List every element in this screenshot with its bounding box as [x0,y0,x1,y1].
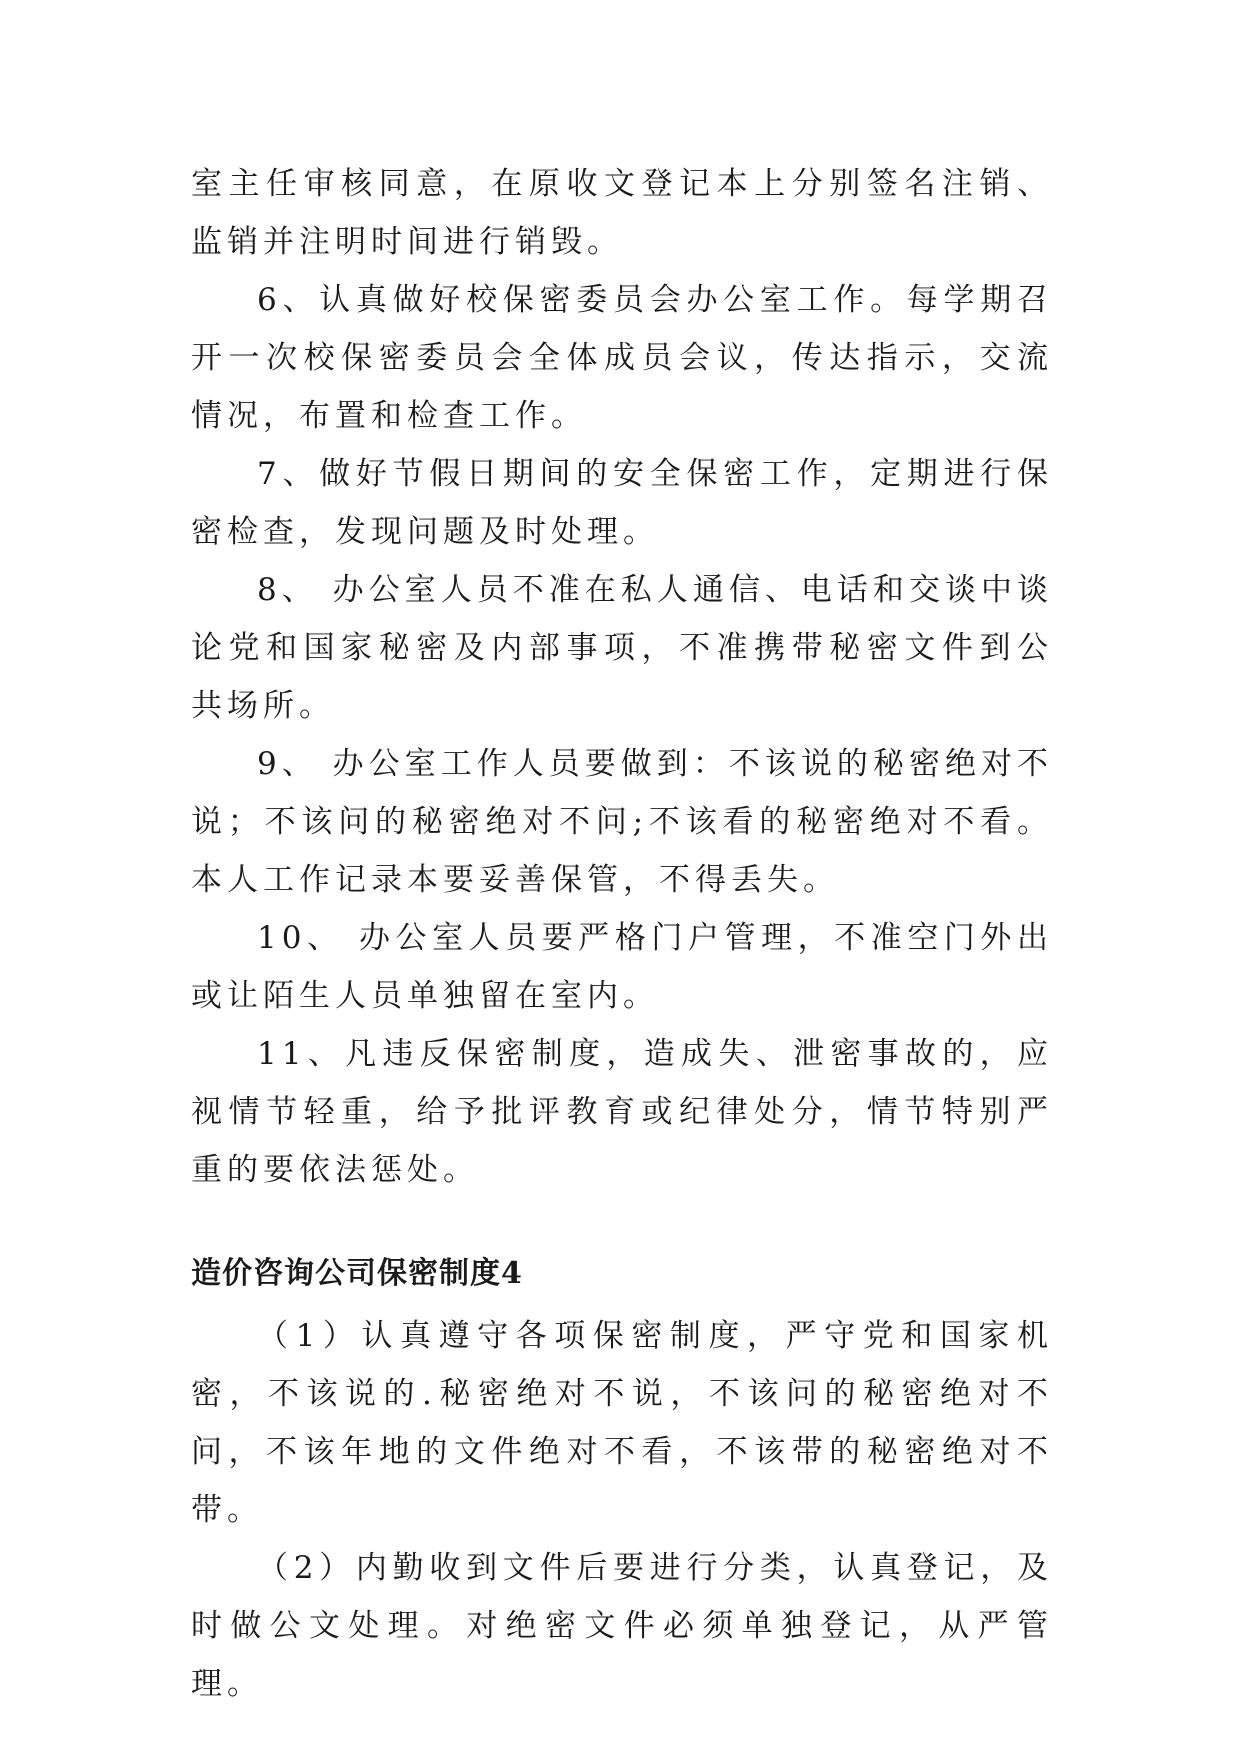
section-title: 造价咨询公司保密制度4 [191,1256,523,1291]
paragraph-item-9: 9、 办公室工作人员要做到：不该说的秘密绝对不说；不该问的秘密绝对不问;不该看的秘密绝对不看。本人工作记录本要妥善保管，不得丢失。 [191,746,1053,898]
section-paragraph-1: （1）认真遵守各项保密制度，严守党和国家机密，不该说的.秘密绝对不说，不该问的秘密绝对不问，不该年地的文件绝对不看，不该带的秘密绝对不带。 [191,1318,1053,1528]
section-paragraph-2: （2）内勤收到文件后要进行分类，认真登记，及时做公文处理。对绝密文件必须单独登记，从严管理。 [191,1550,1053,1702]
paragraph-item-7: 7、做好节假日期间的安全保密工作，定期进行保密检查，发现问题及时处理。 [191,456,1053,550]
paragraph-item-6: 6、认真做好校保密委员会办公室工作。每学期召开一次校保密委员会全体成员会议，传达指示，交流情况，布置和检查工作。 [191,282,1053,434]
paragraph-item-11: 11、凡违反保密制度，造成失、泄密事故的，应视情节轻重，给予批评教育或纪律处分，情节特别严重的要依法惩处。 [191,1036,1053,1188]
paragraph-item-8: 8、 办公室人员不准在私人通信、电话和交谈中谈论党和国家秘密及内部事项，不准携带秘密文件到公共场所。 [191,572,1053,724]
section-spacer [191,1199,1053,1245]
document-body [191,155,1053,1713]
paragraph-continuation: 室主任审核同意，在原收文登记本上分别签名注销、监销并注明时间进行销毁。 [191,166,1053,260]
paragraph-item-10: 10、 办公室人员要严格门户管理，不准空门外出或让陌生人员单独留在室内。 [191,920,1053,1014]
